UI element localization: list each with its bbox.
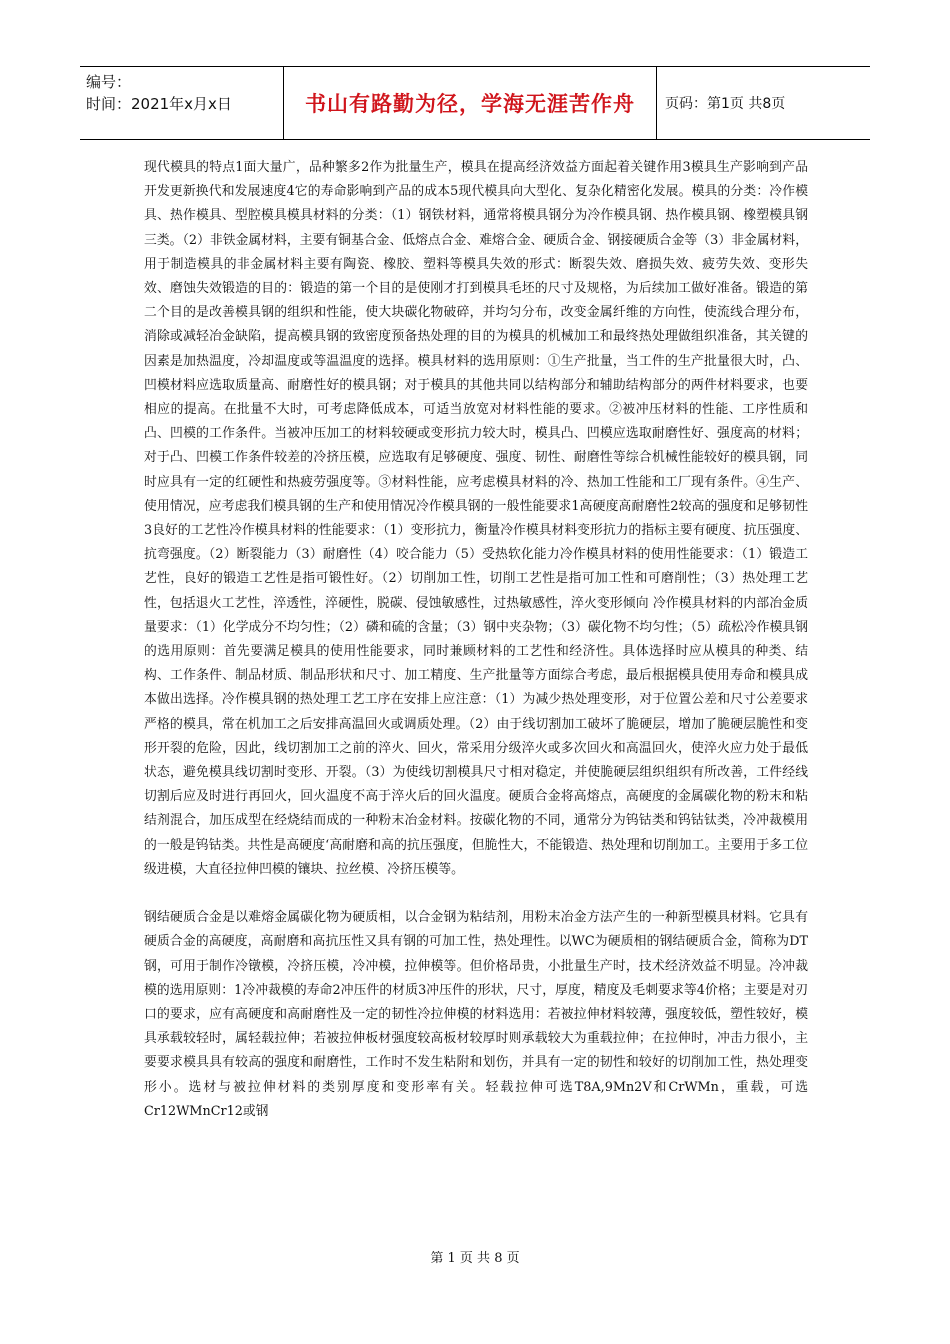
document-body xyxy=(144,156,808,1124)
page-footer: 第 1 页 共 8 页 xyxy=(430,1251,520,1266)
body-paragraph-2: 钢结硬质合金是以难熔金属碳化物为硬质相，以合金钢为粘结剂，用粉末冶金方法产生的一种新型模具材料。它具有硬质合金的高硬度，高耐磨和高抗压性又具有钢的可加工性，热处理性。以WC为硬质相的钢结硬质合金，简称为DT钢，可用于制作冷镦模，冷挤压模，冷冲模，拉伸模等。但价格昂贵，小批量生产时，技术经济效益不明显。冷冲裁模的选用原则：1冷冲裁模的寿命2冲压件的材质3冲压件的形状，尺寸，厚度，精度及毛刺要求等4价格；主要是对刃口的要求，应有高硬度和高耐磨性及一定的韧性冷拉伸模的材料选用：若被拉伸材料较薄，强度较低，塑性较好，模具承载较轻时，属轻载拉伸；若被拉伸板材强度较高板材较厚时则承载较大为重载拉伸；在拉伸时，冲击力很小，主要要求模具具有较高的强度和耐磨性，工作时不发生粘附和划伤，并具有一定的韧性和较好的切削加工性，热处理变形小。选材与被拉伸材料的类别厚度和变形率有关。轻载拉伸可选T8A,9Mn2V和CrWMn，重载，可选Cr12WMnCr12或钢 xyxy=(144,910,808,1119)
document-number-label: 编号： xyxy=(86,73,132,91)
body-paragraph-1: 现代模具的特点1面大量广，品种繁多2作为批量生产，模具在提高经济效益方面起着关键作用3模具生产影响到产品开发更新换代和发展速度4它的寿命影响到产品的成本5现代模具向大型化、复杂化精密化发展。模具的分类：冷作模具、热作模具、型腔模具模具材料的分类：（1）钢铁材料，通常将模具钢分为冷作模具钢、热作模具钢、橡塑模具钢三类。（2）非铁金属材料，主要有铜基合金、低熔点合金、难熔合金、硬质合金、钢接硬质合金等（3）非金属材料，用于制造模具的非金属材料主要有陶瓷、橡胶、塑料等模具失效的形式：断裂失效、磨损失效、疲劳失效、变形失效、磨蚀失效锻造的目的：锻造的第一个目的是使刚才打到模具毛坯的尺寸及规格，为后续加工做好准备。锻造的第二个目的是改善模具钢的组织和性能，使大块碳化物破碎，并均匀分布，改变金属纤维的方向性，使流线合理分布，消除或减轻冶金缺陷，提高模具钢的致密度预备热处理的目的为模具的机械加工和最终热处理做组织准备，其关键的因素是加热温度，冷却温度或等温温度的选择。模具材料的选用原则：①生产批量，当工件的生产批量很大时，凸、凹模材料应选取质量高、耐磨性好的模具钢；对于模具的其他共同以结构部分和辅助结构部分的两件材料要求，也要相应的提高。在批量不大时，可考虑降低成本，可适当放宽对材料性能的要求。②被冲压材料的性能、工序性质和凸、凹模的工作条件。当被冲压加工的材料较硬或变形抗力较大时，模具凸、凹模应选取耐磨性好、强度高的材料；对于凸、凹模工作条件较差的冷挤压模，应选取有足够硬度、强度、韧性、耐磨性等综合机械性能较好的模具钢，同时应具有一定的红硬性和热疲劳强度等。③材料性能，应考虑模具材料的冷、热加工性能和工厂现有条件。④生产、使用情况，应考虑我们模具钢的生产和使用情况冷作模具钢的一般性能要求1高硬度高耐磨性2较高的强度和足够韧性3良好的工艺性冷作模具材料的性能要求：（1）变形抗力，衡量冷作模具材料变形抗力的指标主要有硬度、抗压强度、抗弯强度。（2）断裂能力（3）耐磨性（4）咬合能力（5）受热软化能力冷作模具材料的使用性能要求：（1）锻造工艺性，良好的锻造工艺性是指可锻性好。（2）切削加工性，切削工艺性是指可加工性和可磨削性；（3）热处理工艺性，包括退火工艺性，淬透性，淬硬性，脱碳、侵蚀敏感性，过热敏感性，淬火变形倾向 冷作模具材料的内部冶金质量要求：（1）化学成分不均匀性；（2）磷和硫的含量；（3）钢中夹杂物；（3）碳化物不均匀性；（5）疏松冷作模具钢的选用原则：首先要满足模具的使用性能要求，同时兼顾材料的工艺性和经济性。具体选择时应从模具的种类、结构、工作条件、制品材质、制品形状和尺寸、加工精度、生产批量等方面综合考虑，最后根据模具使用寿命和模具成本做出选择。冷作模具钢的热处理工艺工序在安排上应注意：（1）为减少热处理变形，对于位置公差和尺寸公差要求严格的模具，常在机加工之后安排高温回火或调质处理。（2）由于线切割加工破坏了脆硬层，增加了脆硬层脆性和变形开裂的危险，因此，线切割加工之前的淬火、回火，常采用分级淬火或多次回火和高温回火，使淬火应力处于最低状态，避免模具线切割时变形、开裂。（3）为使线切割模具尺寸相对稳定，并使脆硬层组织组织有所改善，工件经线切割后应及时进行再回火，回火温度不高于淬火后的回火温度。硬质合金将高熔点，高硬度的金属碳化物的粉末和粘结剂混合，加压成型在经烧结而成的一种粉末冶金材料。按碳化物的不同，通常分为钨钴类和钨钴钛类，冷冲裁模用的一般是钨钴类。共性是高硬度‘高耐磨和高的抗压强度，但脆性大，不能锻造、热处理和切削加工。主要用于多工位级进模，大直径拉伸凹模的镶块、拉丝模、冷挤压模等。 xyxy=(144,160,808,877)
header-page-info: 页码：第1页 共8页 xyxy=(665,96,786,112)
header-motto: 书山有路勤为径，学海无涯苦作舟 xyxy=(283,67,657,139)
document-date-label: 时间：2021年x月x日 xyxy=(86,95,232,113)
header-meta xyxy=(80,67,283,139)
page-header xyxy=(80,66,870,140)
